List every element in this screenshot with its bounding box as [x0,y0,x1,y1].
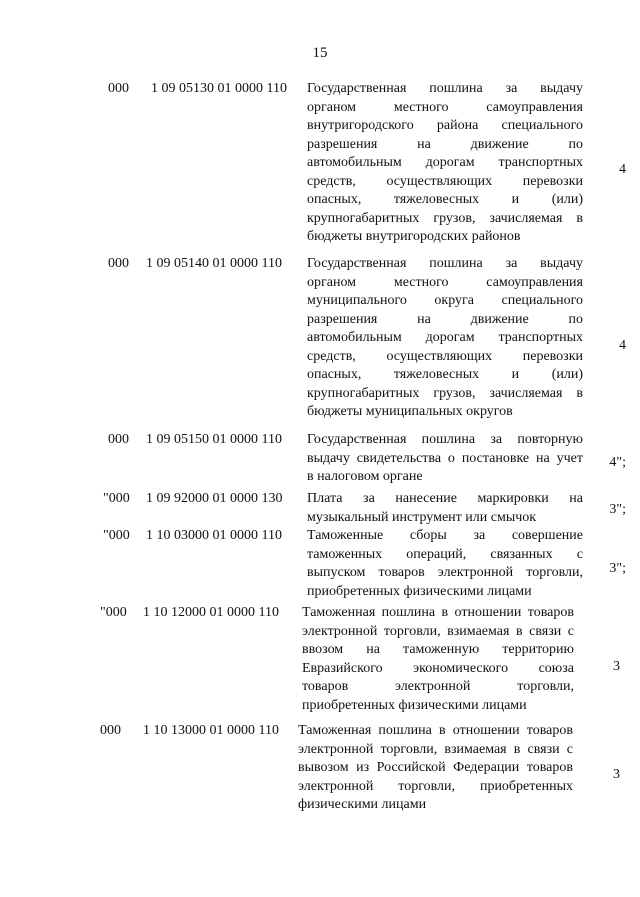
description-line: электронной торговли, взимаемая в связи с [298,741,573,757]
description-line: Евразийского экономического союза [302,660,574,676]
row-description [307,431,583,487]
row-description [307,255,583,422]
description-line: приобретенных физическими лицами [307,583,532,599]
admin-code: "000 [103,528,130,543]
description-line: приобретенных физическими лицами [302,697,527,713]
budget-classification-code: 1 09 05130 01 0000 110 [151,81,287,96]
description-line: опасных, тяжеловесных и (или) [307,192,583,207]
description-line: бюджеты муниципальных округов [307,404,513,419]
admin-code: 000 [100,723,121,738]
description-line: автомобильным дорогам транспортных [307,330,583,345]
norm-value: 4"; [609,455,626,470]
admin-code: 000 [108,256,129,271]
description-line: внутригородского района специального [307,118,583,133]
norm-value: 3"; [609,561,626,576]
budget-classification-code: 1 10 13000 01 0000 110 [143,723,279,738]
description-line: выпуском товаров электронной торговли, [307,565,583,580]
description-line: Таможенные сборы за совершение [307,528,583,543]
description-line: Таможенная пошлина в отношении товаров [302,605,574,620]
description-line: Плата за нанесение маркировки на [307,491,583,506]
description-line: опасных, тяжеловесных и (или) [307,367,583,382]
norm-value: 3 [613,659,620,674]
row-description [307,490,583,527]
description-line: Государственная пошлина за повторную [307,432,583,447]
description-line: таможенных операций, связанных с [307,546,583,562]
description-line: Государственная пошлина за выдачу [307,256,583,271]
admin-code: 000 [108,81,129,96]
budget-classification-code: 1 09 05150 01 0000 110 [146,432,282,447]
norm-value: 3"; [609,502,626,517]
page-number: 15 [312,45,328,61]
description-line: автомобильным дорогам транспортных [307,155,583,170]
admin-code: "000 [103,491,130,506]
description-line: средств, осуществляющих перевозки [307,173,583,189]
budget-classification-code: 1 10 03000 01 0000 110 [146,528,282,543]
norm-value: 4 [619,162,626,177]
description-line: в налоговом органе [307,469,423,484]
admin-code: "000 [100,605,127,620]
norm-value: 3 [613,767,620,782]
description-line: средств, осуществляющих перевозки [307,348,583,364]
description-line: ввозом на таможенную территорию [302,642,574,657]
budget-classification-code: 1 10 12000 01 0000 110 [143,605,279,620]
description-line: органом местного самоуправления [307,274,583,290]
description-line: Государственная пошлина за выдачу [307,81,583,96]
description-line: разрешения на движение по [307,136,583,152]
description-line: разрешения на движение по [307,311,583,327]
description-line: органом местного самоуправления [307,99,583,115]
description-line: бюджеты внутригородских районов [307,229,521,244]
budget-classification-code: 1 09 92000 01 0000 130 [146,491,283,506]
description-line: крупногабаритных грузов, зачисляемая в [307,385,583,401]
row-description [302,604,574,715]
description-line: вывозом из Российской Федерации товаров [298,760,573,775]
description-line: электронной торговли, взимаемая в связи с [302,623,574,639]
norm-value: 4 [619,338,626,353]
description-line: электронной торговли, приобретенных [298,778,573,794]
description-line: крупногабаритных грузов, зачисляемая в [307,210,583,226]
budget-classification-code: 1 09 05140 01 0000 110 [146,256,282,271]
admin-code: 000 [108,432,129,447]
row-description [307,527,583,601]
description-line: музыкальный инструмент или смычок [307,509,537,525]
description-line: физическими лицами [298,797,427,812]
description-line: муниципального округа специального [307,293,583,308]
row-description [307,80,583,247]
description-line: Таможенная пошлина в отношении товаров [298,723,573,738]
description-line: выдачу свидетельства о постановке на учет [307,450,583,466]
row-description [298,722,573,815]
description-line: товаров электронной торговли, [302,679,574,694]
